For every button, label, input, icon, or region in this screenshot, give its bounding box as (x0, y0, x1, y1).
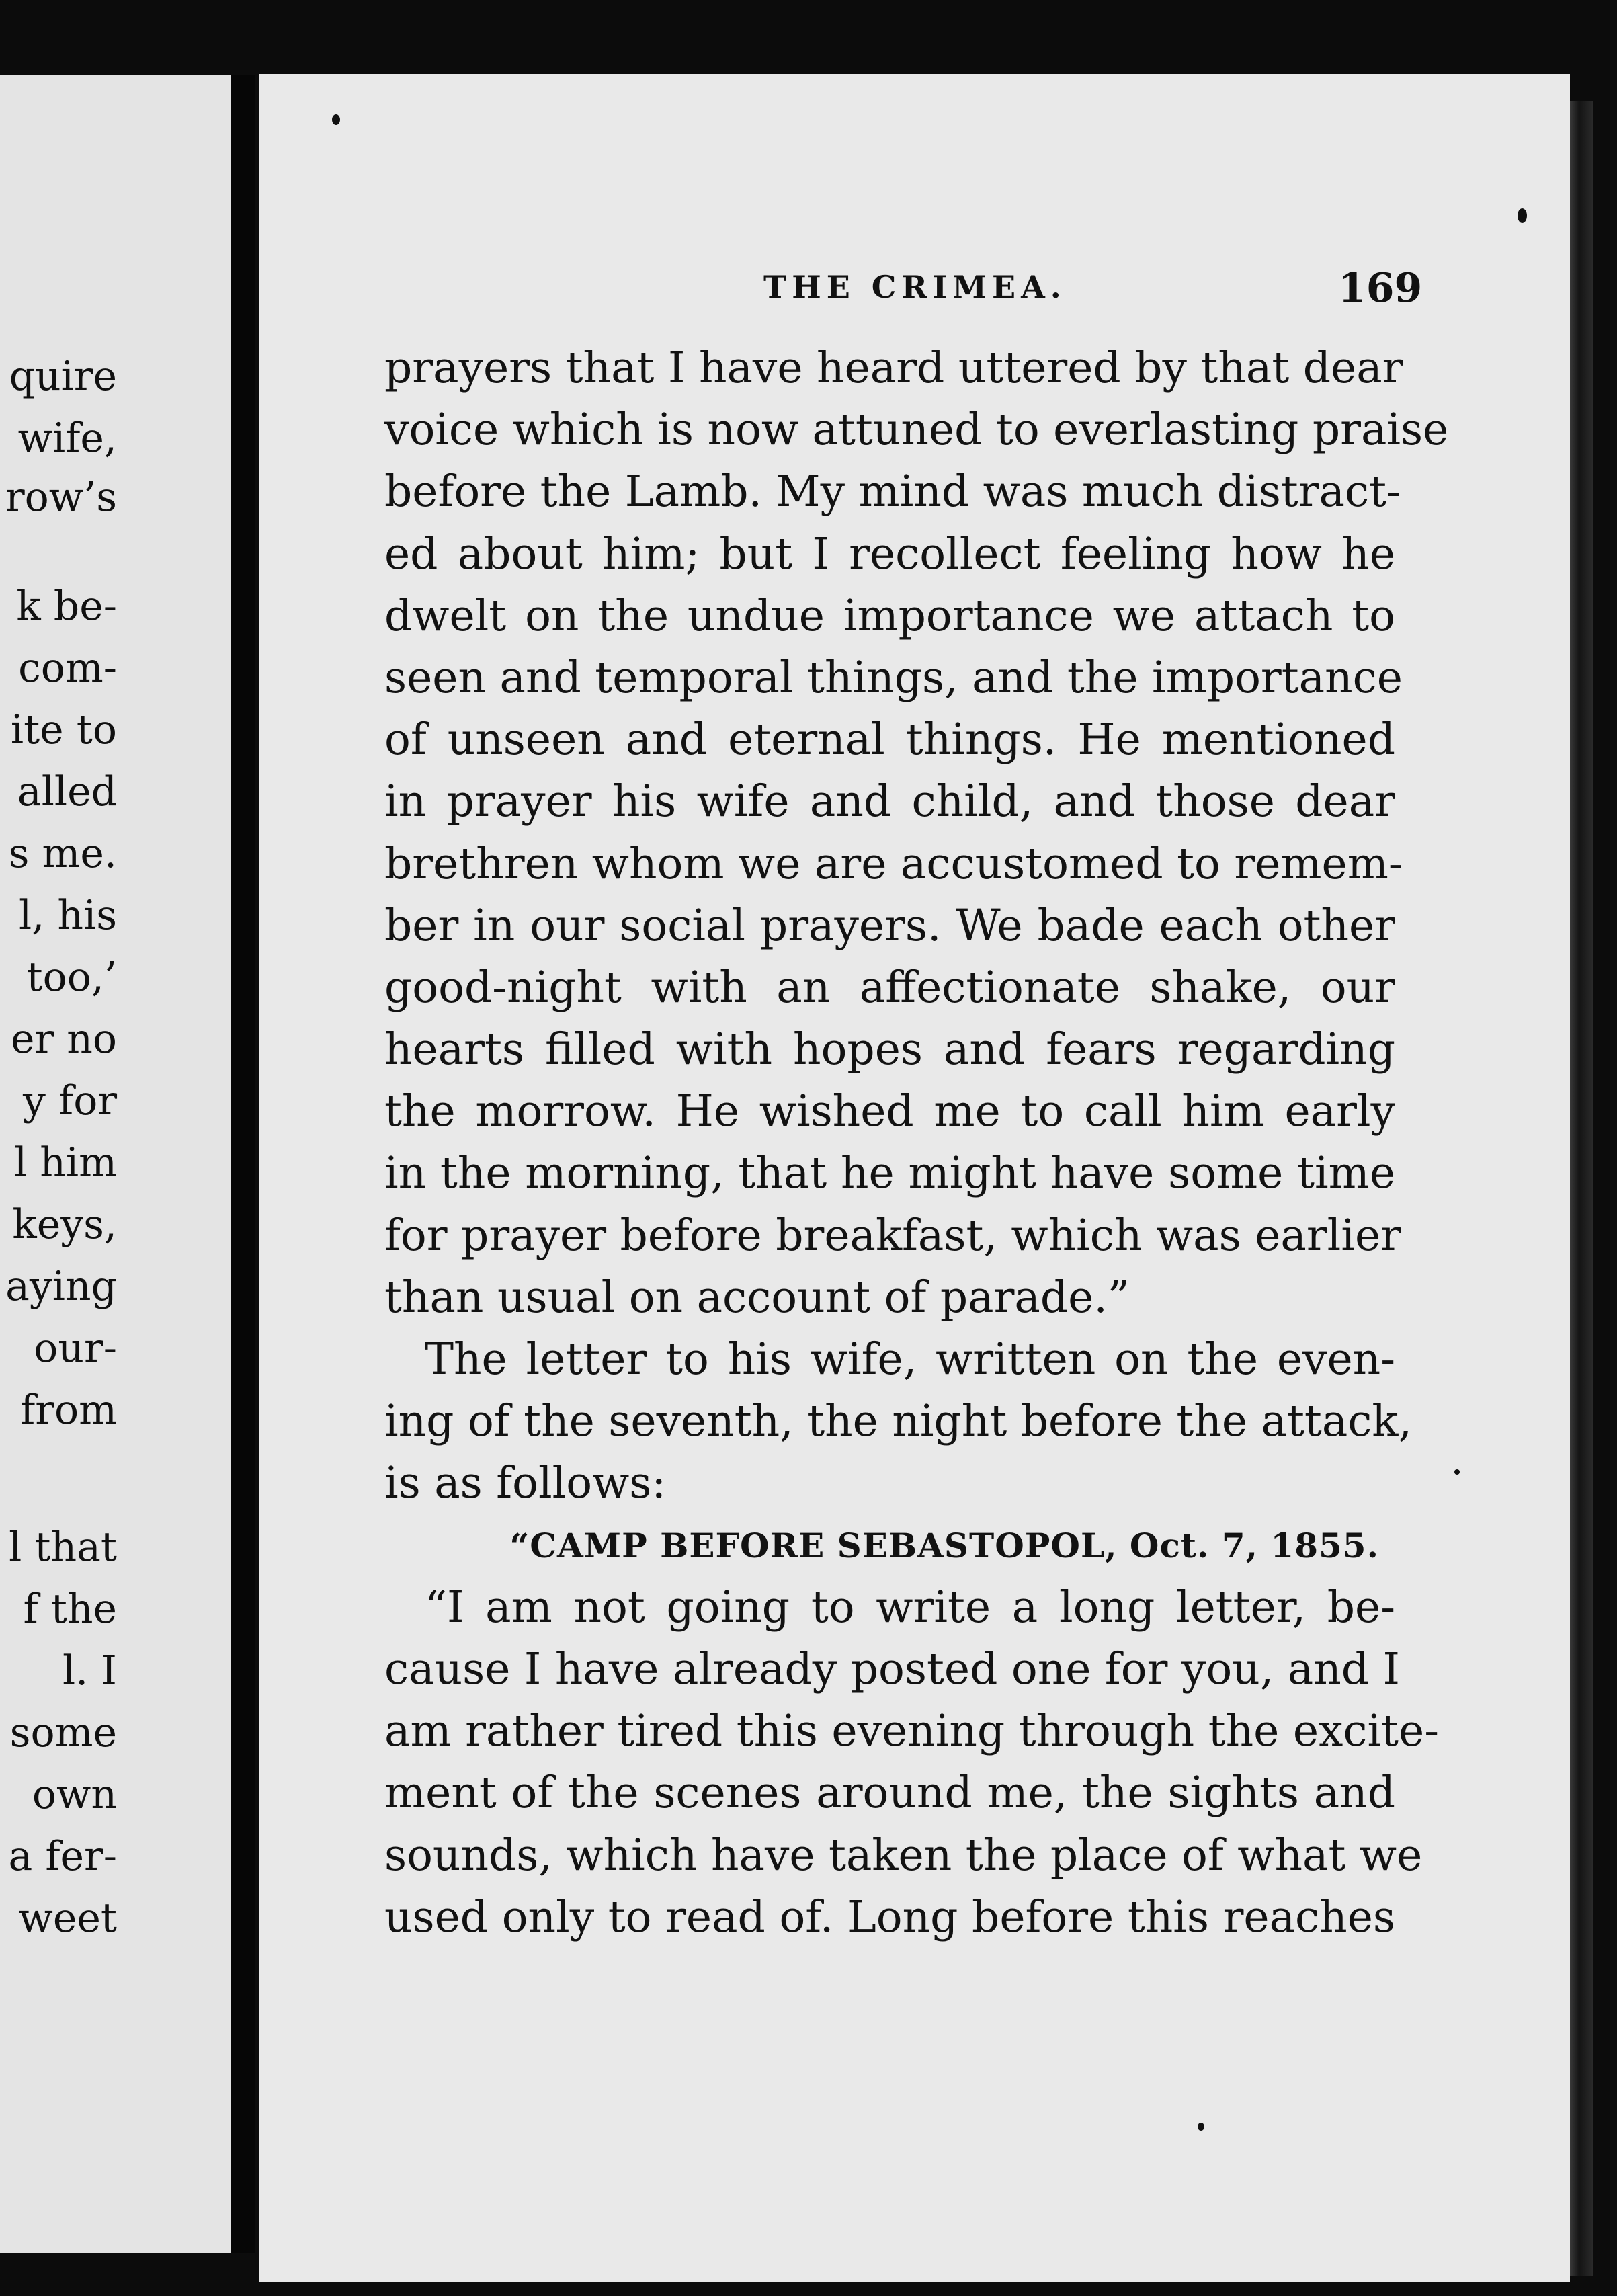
text-line: “I am not going to write a long letter, be- (425, 1582, 1395, 1633)
left-page-fragment: our- (34, 1325, 117, 1372)
page-edge-shadow (1570, 101, 1593, 2276)
book-spine (231, 75, 255, 2253)
letter-dateline: “CAMP BEFORE SEBASTOPOL, Oct. 7, 1855. (509, 1525, 1379, 1565)
ink-speck (332, 114, 340, 125)
text-line: The letter to his wife, written on the even- (425, 1334, 1395, 1385)
left-page-fragment: alled (17, 768, 117, 815)
body-text (384, 337, 1449, 1949)
text-line: of unseen and eternal things. He mentioned (384, 714, 1395, 766)
text-line: dwelt on the undue importance we attach to (384, 590, 1395, 641)
left-page-fragment: keys, (12, 1201, 117, 1248)
left-page-fragment: aying (5, 1263, 117, 1310)
left-page-fragment: s me. (8, 830, 117, 877)
text-line: seen and temporal things, and the importance (384, 652, 1403, 703)
text-line: voice which is now attuned to everlasting praise (384, 405, 1449, 456)
left-page-fragment: l him (14, 1139, 117, 1186)
text-line: ed about him; but I recollect feeling how he (384, 528, 1395, 579)
text-line: ber in our social prayers. We bade each other (384, 900, 1395, 951)
text-line: sounds, which have taken the place of what we (384, 1830, 1423, 1881)
page-number: 169 (1338, 265, 1423, 312)
left-page-fragment: y for (23, 1077, 117, 1124)
text-line: hearts filled with hopes and fears regarding (384, 1024, 1395, 1075)
text-line: ing of the seventh, the night before the attack, (384, 1396, 1413, 1447)
ink-speck (1518, 208, 1527, 223)
left-page-fragment: l, his (19, 892, 117, 939)
text-line: before the Lamb. My mind was much distract- (384, 466, 1401, 518)
left-page-fragment: from (20, 1387, 117, 1434)
left-page-fragment: a fer- (8, 1833, 117, 1880)
text-line: prayers that I have heard uttered by that dear (384, 343, 1403, 393)
text-line: the morrow. He wished me to call him early (384, 1086, 1395, 1137)
left-page-fragment: com- (18, 645, 117, 692)
text-line: good-night with an affectionate shake, our (384, 962, 1395, 1013)
left-page-fragment: ite to (10, 706, 117, 753)
ink-speck (1198, 2123, 1204, 2131)
text-line: than usual on account of parade.” (384, 1272, 1130, 1323)
running-title: THE CRIMEA. (763, 269, 1067, 305)
text-line: cause I have already posted one for you, and I (384, 1643, 1401, 1694)
left-page-fragment: quire (9, 353, 117, 400)
text-line: am rather tired this evening through the excite- (384, 1706, 1440, 1757)
running-header (259, 265, 1570, 323)
text-line: for prayer before breakfast, which was earlier (384, 1210, 1401, 1261)
right-page (259, 74, 1570, 2282)
text-line: is as follows: (384, 1458, 667, 1509)
left-page-fragment: too,’ (26, 954, 117, 1001)
text-line: used only to read of. Long before this reaches (384, 1891, 1395, 1942)
left-page-fragment: l that (9, 1524, 117, 1571)
left-page-fragment: weet (18, 1895, 117, 1942)
left-page-fragment: er no (10, 1016, 117, 1063)
text-line: ment of the scenes around me, the sights and (384, 1768, 1395, 1819)
left-page-fragment: l. I (62, 1647, 117, 1694)
left-page (0, 75, 243, 2253)
text-line: in prayer his wife and child, and those dear (384, 776, 1395, 827)
text-line: in the morning, that he might have some time (384, 1148, 1395, 1199)
ink-speck (1454, 1469, 1460, 1475)
left-page-fragment: k be- (16, 583, 117, 630)
left-page-fragment: wife, (17, 415, 117, 462)
left-page-fragment: f the (23, 1586, 117, 1633)
left-page-fragment: row’s (5, 474, 117, 521)
left-page-fragment: some (9, 1709, 117, 1756)
text-line: brethren whom we are accustomed to remem- (384, 838, 1403, 889)
left-page-fragment: own (32, 1771, 117, 1818)
